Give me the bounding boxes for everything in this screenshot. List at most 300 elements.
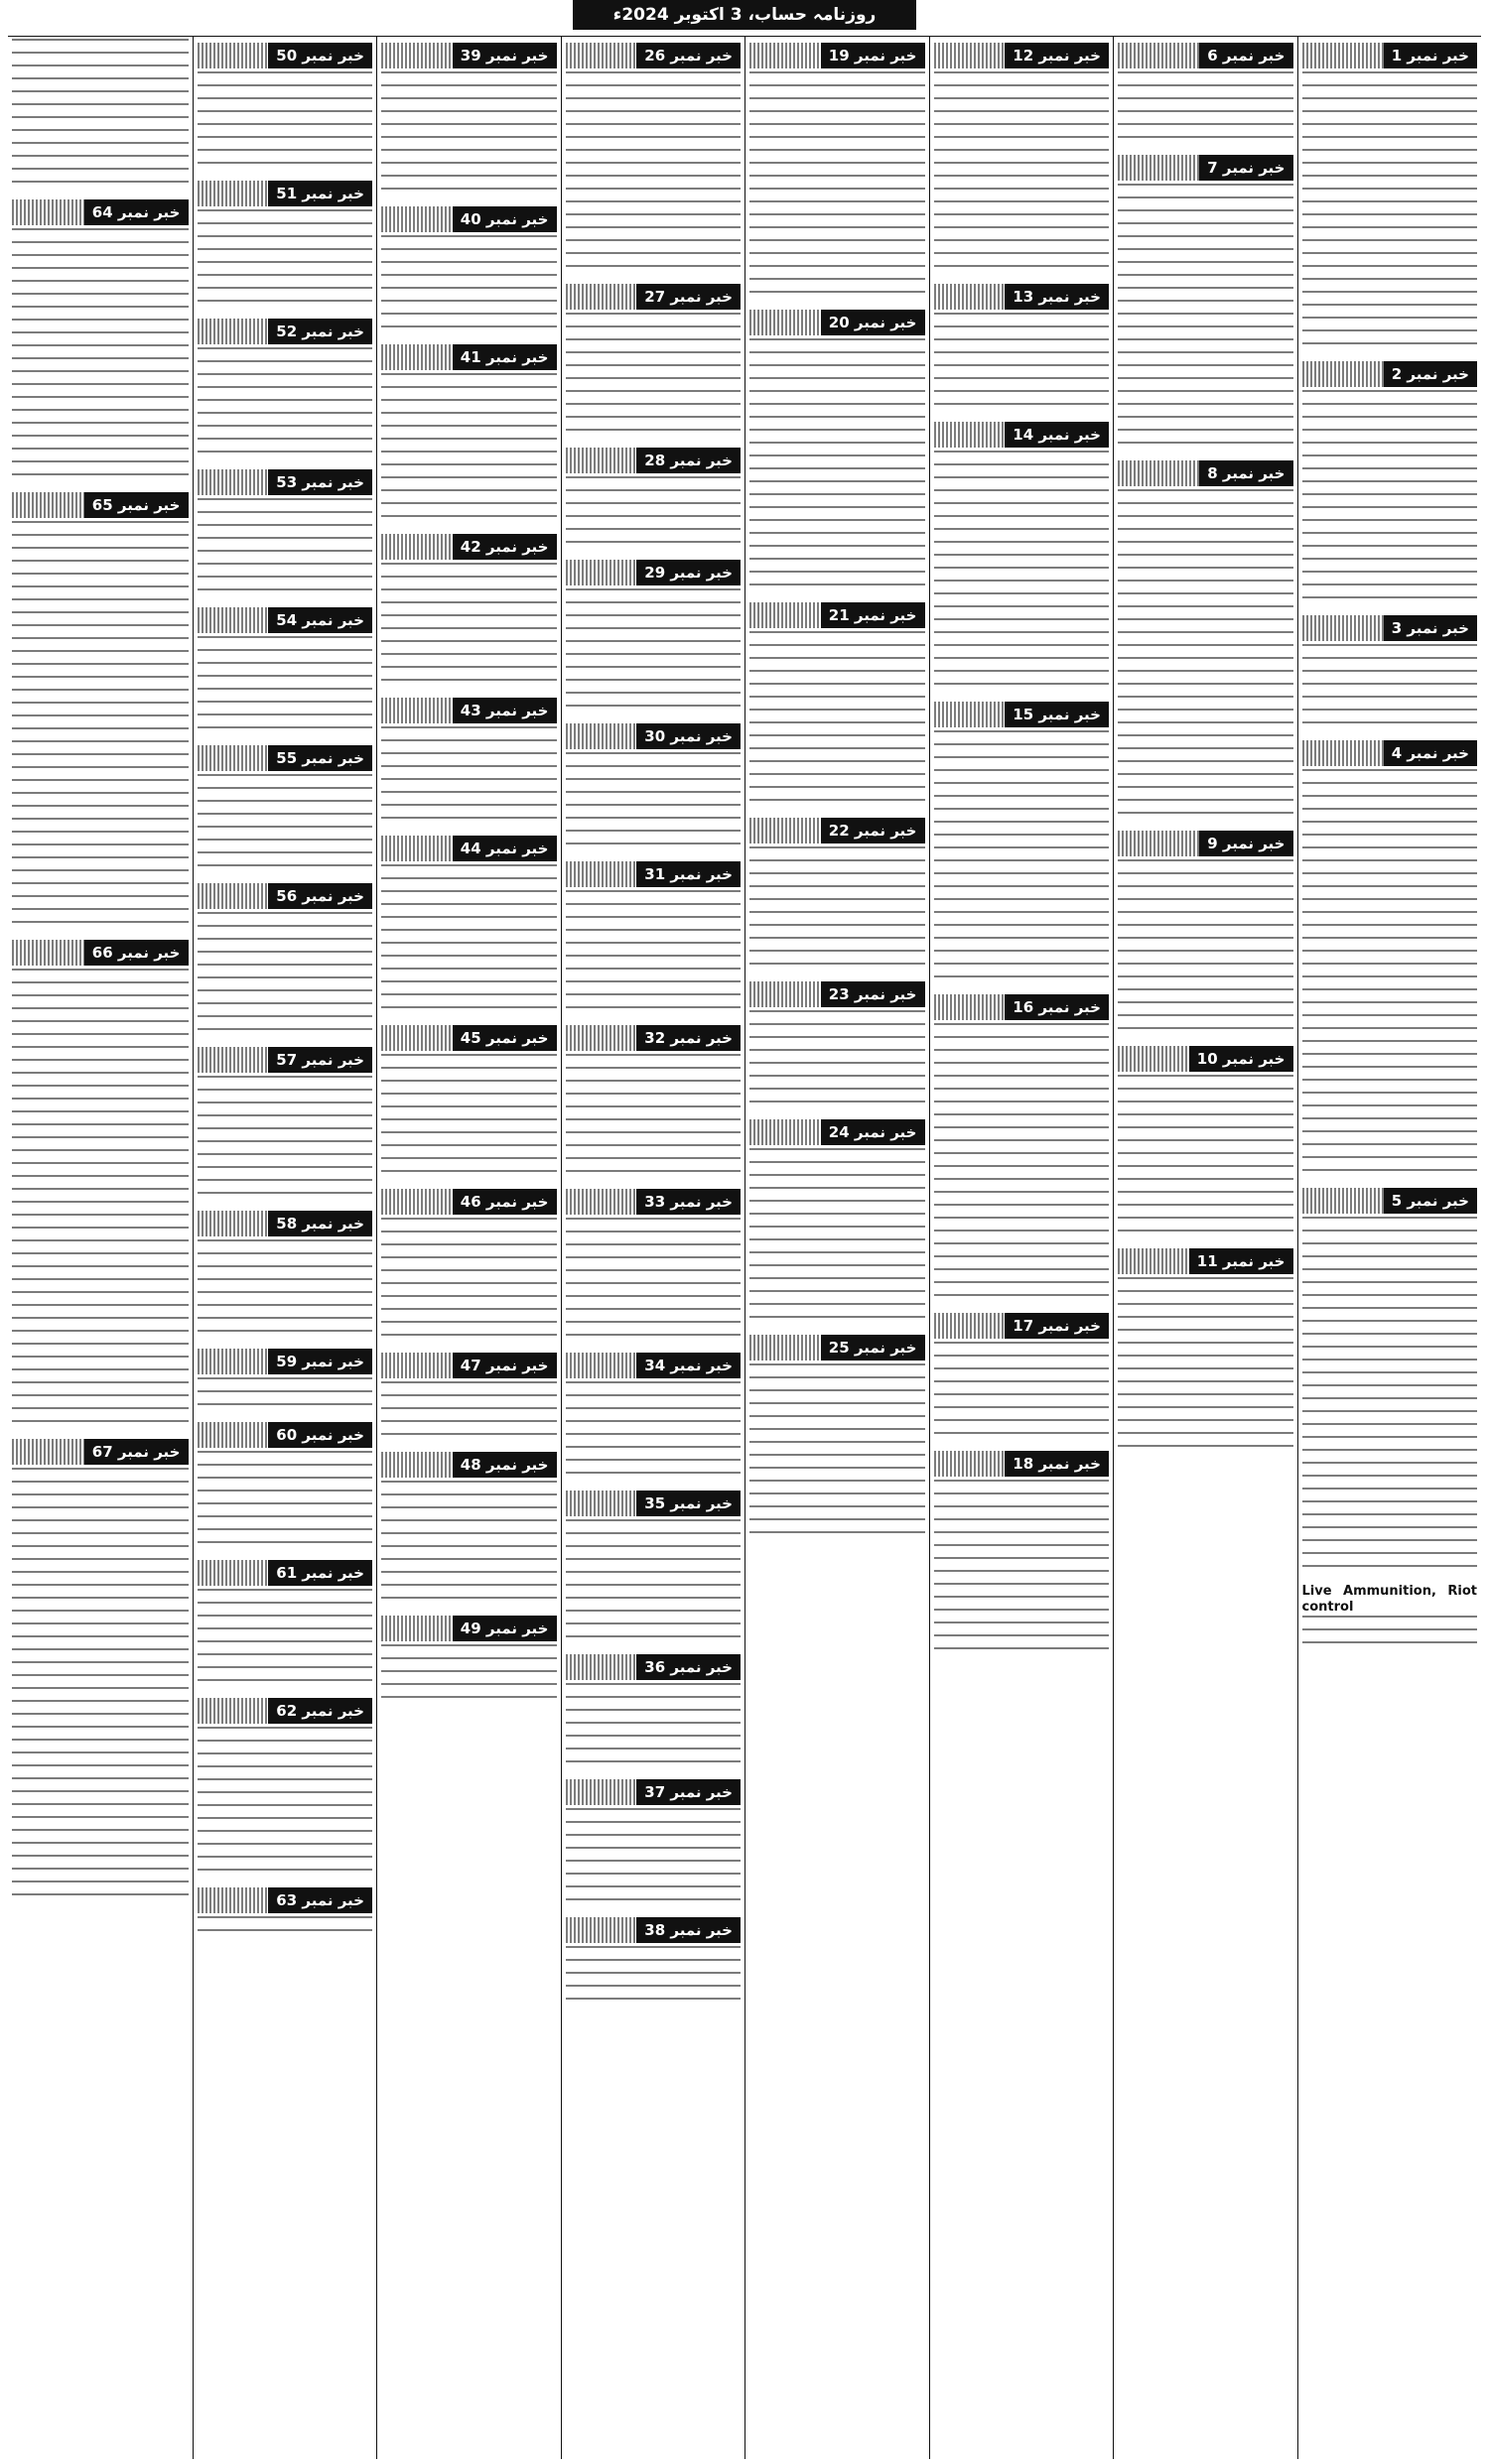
story-header-rule (749, 981, 821, 1007)
story-number-label: خبر نمبر 6 (1199, 43, 1292, 68)
story-header-rule (381, 534, 453, 560)
story-body-text (1302, 769, 1478, 1182)
news-story (749, 818, 925, 975)
story-number-label: خبر نمبر 66 (84, 940, 189, 966)
story-header-rule (934, 702, 1006, 727)
story-header-rule (1302, 740, 1384, 766)
news-story (566, 1654, 742, 1773)
story-body-text (1302, 390, 1478, 609)
story-header (934, 43, 1110, 68)
story-header (934, 994, 1110, 1020)
story-number-label: خبر نمبر 31 (636, 861, 741, 887)
story-body-text (381, 726, 557, 830)
story-body-text (1118, 489, 1293, 825)
story-header (381, 534, 557, 560)
story-number-label: خبر نمبر 17 (1005, 1313, 1109, 1339)
story-header (749, 981, 925, 1007)
story-body-text (198, 636, 373, 739)
story-body-text (198, 1451, 373, 1554)
story-header (12, 1439, 189, 1465)
english-terms: Live Ammunition, Riot control (1301, 1584, 1477, 1615)
story-number-label: خبر نمبر 48 (453, 1452, 557, 1478)
story-header (198, 607, 373, 633)
story-body-text (1302, 71, 1478, 355)
story-header (198, 1047, 373, 1073)
story-header-rule (381, 698, 453, 723)
news-story (381, 43, 557, 200)
story-header-rule (934, 994, 1006, 1020)
story-header-rule (566, 1353, 637, 1378)
news-story (198, 1887, 373, 1942)
news-story (749, 981, 925, 1113)
news-story (1302, 361, 1478, 609)
story-header (934, 284, 1110, 310)
news-story (198, 745, 373, 877)
story-header-rule (934, 43, 1006, 68)
story-header (381, 1025, 557, 1051)
story-number-label: خبر نمبر 9 (1199, 831, 1292, 856)
story-header-rule (198, 181, 269, 206)
story-number-label: خبر نمبر 34 (636, 1353, 741, 1378)
story-body-text (1118, 71, 1293, 149)
news-story (566, 284, 742, 442)
story-number-label: خبر نمبر 39 (453, 43, 557, 68)
story-body-text (566, 1808, 742, 1911)
story-body-text (749, 338, 925, 596)
story-header (1302, 43, 1478, 68)
story-number-label: خبر نمبر 25 (821, 1335, 925, 1361)
story-header-rule (566, 560, 637, 585)
story-body-text (381, 1481, 557, 1610)
story-number-label: خبر نمبر 3 (1384, 615, 1477, 641)
story-header-rule (566, 723, 637, 749)
news-story (12, 492, 189, 934)
story-header-rule (1302, 615, 1384, 641)
story-header-rule (1302, 361, 1384, 387)
news-story (198, 1349, 373, 1416)
story-header (198, 1560, 373, 1586)
news-column-1 (1297, 37, 1482, 2459)
story-body-text (1118, 1277, 1293, 1458)
story-number-label: خبر نمبر 62 (268, 1698, 372, 1724)
news-story (566, 43, 742, 278)
story-header-rule (1118, 460, 1199, 486)
story-header-rule (381, 1353, 453, 1378)
news-story (381, 1025, 557, 1183)
story-number-label: خبر نمبر 23 (821, 981, 925, 1007)
story-body-text (566, 588, 742, 717)
story-header (381, 1189, 557, 1215)
story-number-label: خبر نمبر 64 (84, 199, 189, 225)
story-header-rule (566, 1654, 637, 1680)
news-story (12, 940, 189, 1433)
story-body-text (749, 71, 925, 304)
story-body-text (749, 1148, 925, 1329)
news-story (566, 1353, 742, 1485)
story-header-rule (749, 818, 821, 843)
news-story (566, 1025, 742, 1183)
story-header (749, 1119, 925, 1145)
story-number-label: خبر نمبر 36 (636, 1654, 741, 1680)
story-body-text (12, 521, 189, 934)
story-number-label: خبر نمبر 65 (84, 492, 189, 518)
story-body-text (749, 846, 925, 975)
story-body-text (934, 1480, 1110, 1660)
story-header (566, 448, 742, 473)
story-body-text (749, 631, 925, 812)
story-body-text (934, 313, 1110, 416)
story-body-text (198, 347, 373, 463)
story-header (198, 319, 373, 344)
story-body-text (566, 890, 742, 1019)
story-header (1302, 615, 1478, 641)
news-story (1302, 1188, 1478, 1578)
story-header-rule (749, 1119, 821, 1145)
news-story (198, 1560, 373, 1692)
story-body-text (12, 1468, 189, 1906)
news-column-5 (561, 37, 745, 2459)
story-body-text (198, 1377, 373, 1416)
news-story (566, 861, 742, 1019)
story-body-text (566, 1519, 742, 1648)
story-number-label: خبر نمبر 37 (636, 1779, 741, 1805)
story-number-label: خبر نمبر 47 (453, 1353, 557, 1378)
story-header-rule (1118, 831, 1199, 856)
story-header (12, 492, 189, 518)
story-number-label: خبر نمبر 46 (453, 1189, 557, 1215)
story-header (749, 818, 925, 843)
story-header (749, 310, 925, 335)
story-number-label: خبر نمبر 15 (1005, 702, 1109, 727)
story-header (566, 1189, 742, 1215)
story-header-rule (749, 43, 821, 68)
story-header-rule (198, 469, 269, 495)
story-header-rule (381, 836, 453, 861)
story-header-rule (381, 43, 453, 68)
columns-grid (8, 36, 1481, 2459)
story-header-rule (1118, 1046, 1189, 1072)
story-header (934, 422, 1110, 448)
story-header (566, 1491, 742, 1516)
news-story (198, 607, 373, 739)
story-header (566, 723, 742, 749)
story-number-label: خبر نمبر 56 (268, 883, 372, 909)
story-header-rule (566, 448, 637, 473)
news-story (566, 1189, 742, 1347)
story-body-text (198, 71, 373, 175)
story-header-rule (566, 284, 637, 310)
story-number-label: خبر نمبر 11 (1189, 1248, 1293, 1274)
news-story (566, 723, 742, 855)
news-story (381, 344, 557, 528)
story-body-text (566, 1381, 742, 1485)
story-body-text (566, 1683, 742, 1773)
story-header-rule (198, 1422, 269, 1448)
story-number-label: خبر نمبر 35 (636, 1491, 741, 1516)
story-body-text (381, 373, 557, 528)
story-number-label: خبر نمبر 8 (1199, 460, 1292, 486)
story-number-label: خبر نمبر 51 (268, 181, 372, 206)
story-body-text (934, 1023, 1110, 1307)
story-body-text (1118, 1075, 1293, 1242)
story-header-rule (198, 745, 269, 771)
story-body-text (381, 1054, 557, 1183)
story-header-rule (566, 1025, 637, 1051)
story-header (12, 940, 189, 966)
story-number-label: خبر نمبر 24 (821, 1119, 925, 1145)
story-header-rule (12, 199, 84, 225)
story-header (198, 745, 373, 771)
story-number-label: خبر نمبر 55 (268, 745, 372, 771)
news-story (566, 448, 742, 554)
story-body-text (198, 209, 373, 313)
story-number-label: خبر نمبر 40 (453, 206, 557, 232)
story-body-text (12, 39, 189, 194)
story-body-text (381, 235, 557, 338)
story-body-text (381, 1381, 557, 1446)
story-header-rule (198, 1887, 269, 1913)
story-header (198, 1887, 373, 1913)
story-body-text (566, 313, 742, 442)
news-story (381, 534, 557, 692)
news-story (198, 319, 373, 463)
story-header-rule (198, 607, 269, 633)
news-story (198, 1047, 373, 1205)
story-number-label: خبر نمبر 4 (1384, 740, 1477, 766)
story-number-label: خبر نمبر 60 (268, 1422, 372, 1448)
news-story (1118, 831, 1293, 1040)
story-body-text (198, 774, 373, 877)
story-body-text (198, 1916, 373, 1942)
story-header (566, 1025, 742, 1051)
story-header-rule (934, 1313, 1006, 1339)
story-number-label: خبر نمبر 67 (84, 1439, 189, 1465)
story-header-rule (566, 43, 637, 68)
news-column-7 (193, 37, 377, 2459)
story-number-label: خبر نمبر 5 (1384, 1188, 1477, 1214)
story-header (1118, 831, 1293, 856)
news-story (198, 1211, 373, 1343)
story-header (934, 1451, 1110, 1477)
story-body-text (934, 730, 1110, 988)
news-story (934, 1451, 1110, 1660)
story-body-text (1118, 184, 1293, 454)
news-story (934, 994, 1110, 1307)
news-story (934, 1313, 1110, 1445)
story-header-rule (749, 1335, 821, 1361)
news-column-2 (1113, 37, 1297, 2459)
story-number-label: خبر نمبر 59 (268, 1349, 372, 1374)
news-story (198, 1422, 373, 1554)
story-header (1302, 740, 1478, 766)
news-story (1118, 1248, 1293, 1458)
story-header (198, 43, 373, 68)
story-number-label: خبر نمبر 32 (636, 1025, 741, 1051)
story-header-rule (381, 1025, 453, 1051)
story-number-label: خبر نمبر 12 (1005, 43, 1109, 68)
story-body-text (381, 71, 557, 200)
story-header-rule (12, 1439, 84, 1465)
news-story (566, 1779, 742, 1911)
story-number-label: خبر نمبر 61 (268, 1560, 372, 1586)
story-number-label: خبر نمبر 63 (268, 1887, 372, 1913)
news-story (749, 310, 925, 596)
news-story (1118, 1046, 1293, 1242)
news-story (12, 199, 189, 486)
story-header-rule (1302, 1188, 1384, 1214)
story-header-rule (934, 1451, 1006, 1477)
story-header-rule (198, 1698, 269, 1724)
story-number-label: خبر نمبر 30 (636, 723, 741, 749)
story-header-rule (566, 1779, 637, 1805)
story-header-rule (198, 1211, 269, 1236)
news-story (934, 43, 1110, 278)
story-header (566, 1353, 742, 1378)
story-body-text (198, 498, 373, 601)
story-body-text (566, 476, 742, 554)
story-header (749, 602, 925, 628)
story-body-text (934, 1342, 1110, 1445)
story-header (198, 469, 373, 495)
story-body-text (566, 1946, 742, 2010)
story-number-label: خبر نمبر 58 (268, 1211, 372, 1236)
story-body-text (1118, 859, 1293, 1040)
story-header (934, 1313, 1110, 1339)
story-number-label: خبر نمبر 7 (1199, 155, 1292, 181)
story-number-label: خبر نمبر 44 (453, 836, 557, 861)
story-header (381, 43, 557, 68)
story-header-rule (381, 1616, 453, 1641)
story-body-text (934, 71, 1110, 278)
news-story (566, 1491, 742, 1648)
story-header-rule (1118, 43, 1199, 68)
story-body-text (1302, 1217, 1478, 1578)
news-story (12, 39, 189, 194)
story-header (381, 344, 557, 370)
story-body-text (1302, 1616, 1478, 1654)
story-body-text (198, 1727, 373, 1881)
story-header-rule (566, 1917, 637, 1943)
story-header (1118, 460, 1293, 486)
story-body-text (1302, 644, 1478, 734)
story-number-label: خبر نمبر 10 (1189, 1046, 1293, 1072)
story-header-rule (12, 940, 84, 966)
story-header (198, 181, 373, 206)
story-number-label: خبر نمبر 38 (636, 1917, 741, 1943)
news-story (381, 206, 557, 338)
story-header-rule (198, 43, 269, 68)
news-story (381, 1616, 557, 1709)
news-story (566, 560, 742, 717)
story-number-label: خبر نمبر 1 (1384, 43, 1477, 68)
story-header-rule (1302, 43, 1384, 68)
masthead-title: روزنامہ حساب، 3 اکتوبر 2024ء (573, 0, 916, 30)
story-number-label: خبر نمبر 45 (453, 1025, 557, 1051)
story-header (381, 1452, 557, 1478)
story-header-rule (381, 1452, 453, 1478)
story-header-rule (566, 1491, 637, 1516)
story-header (566, 43, 742, 68)
news-story (934, 284, 1110, 416)
story-header (1302, 1188, 1478, 1214)
story-header-rule (934, 422, 1006, 448)
news-story (1302, 740, 1478, 1182)
story-number-label: خبر نمبر 42 (453, 534, 557, 560)
story-header-rule (198, 883, 269, 909)
story-header (198, 1349, 373, 1374)
news-story (198, 469, 373, 601)
story-body-text (566, 752, 742, 855)
story-number-label: خبر نمبر 16 (1005, 994, 1109, 1020)
story-header (381, 1616, 557, 1641)
story-header-rule (381, 1189, 453, 1215)
story-header (749, 43, 925, 68)
story-header (381, 836, 557, 861)
story-number-label: خبر نمبر 57 (268, 1047, 372, 1073)
story-number-label: خبر نمبر 54 (268, 607, 372, 633)
news-story (1118, 43, 1293, 149)
story-body-text (566, 71, 742, 278)
story-body-text (198, 1076, 373, 1205)
story-header-rule (566, 1189, 637, 1215)
news-story (381, 1353, 557, 1446)
news-story (198, 43, 373, 175)
story-header (198, 883, 373, 909)
story-body-text (381, 864, 557, 1019)
news-column-3 (929, 37, 1114, 2459)
story-number-label: خبر نمبر 29 (636, 560, 741, 585)
story-header-rule (749, 310, 821, 335)
news-story (934, 422, 1110, 696)
news-story (1118, 460, 1293, 825)
story-body-text (12, 228, 189, 486)
news-column-6 (376, 37, 561, 2459)
story-header-rule (381, 344, 453, 370)
story-number-label: خبر نمبر 21 (821, 602, 925, 628)
story-number-label: خبر نمبر 43 (453, 698, 557, 723)
news-story (749, 602, 925, 812)
story-body-text (12, 969, 189, 1433)
story-header (566, 1917, 742, 1943)
story-header-rule (198, 1560, 269, 1586)
news-story (381, 698, 557, 830)
story-body-text (381, 563, 557, 692)
news-story (198, 1698, 373, 1881)
story-number-label: خبر نمبر 20 (821, 310, 925, 335)
story-header (1302, 361, 1478, 387)
story-header-rule (1118, 1248, 1189, 1274)
story-header (749, 1335, 925, 1361)
story-header (566, 1654, 742, 1680)
story-number-label: خبر نمبر 50 (268, 43, 372, 68)
news-column-4 (744, 37, 929, 2459)
news-story (1302, 615, 1478, 734)
story-number-label: خبر نمبر 53 (268, 469, 372, 495)
story-body-text (749, 1010, 925, 1113)
news-story (749, 1119, 925, 1329)
story-header (381, 698, 557, 723)
news-story (198, 181, 373, 313)
story-header-rule (1118, 155, 1199, 181)
story-body-text (198, 912, 373, 1041)
story-header-rule (198, 1349, 269, 1374)
story-header (1118, 1248, 1293, 1274)
story-number-label: خبر نمبر 13 (1005, 284, 1109, 310)
story-number-label: خبر نمبر 49 (453, 1616, 557, 1641)
story-header-rule (198, 319, 269, 344)
story-header-rule (566, 861, 637, 887)
story-header (1118, 43, 1293, 68)
